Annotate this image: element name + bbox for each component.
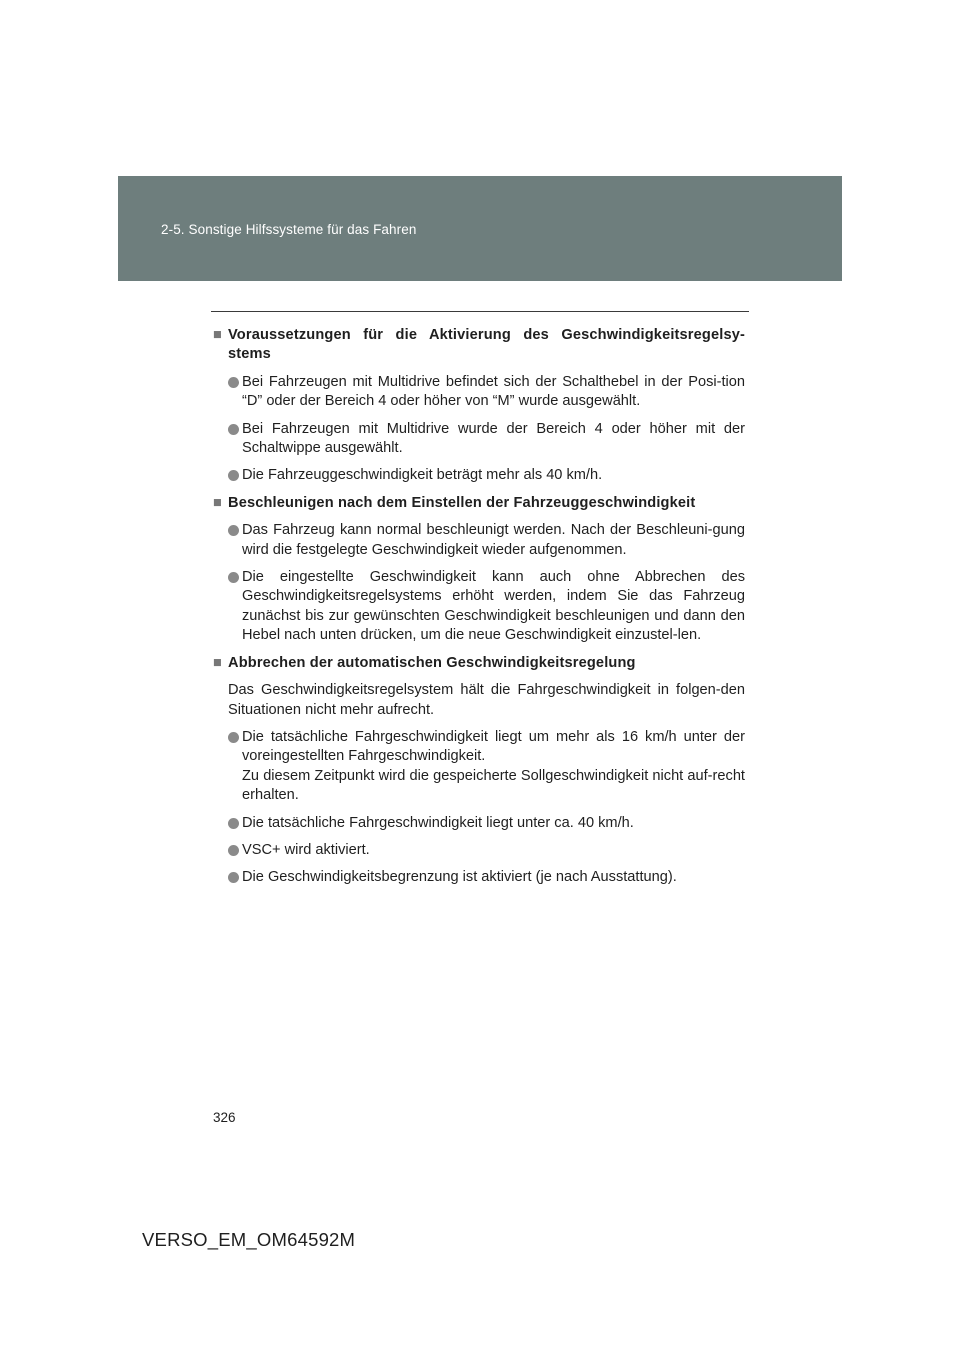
circle-bullet-icon	[228, 470, 239, 481]
list-item-text: Die tatsächliche Fahrgeschwindigkeit liegt unter ca. 40 km/h.	[242, 814, 634, 831]
square-bullet-icon: ■	[213, 494, 222, 511]
square-bullet-icon: ■	[213, 327, 222, 343]
circle-bullet-icon	[228, 424, 239, 435]
list-item-text: Die Fahrzeuggeschwindigkeit beträgt mehr als 40 km/h.	[242, 467, 603, 484]
list-item	[228, 373, 745, 412]
circle-bullet-icon	[228, 872, 239, 883]
list-item	[228, 841, 745, 860]
section-title: 2-5. Sonstige Hilfssysteme für das Fahren	[161, 222, 417, 237]
list-item-text: Bei Fahrzeugen mit Multidrive wurde der Bereich 4 oder höher mit der Schaltwippe ausgewählt.	[242, 420, 745, 457]
page-number: 326	[213, 1110, 236, 1125]
list-item	[228, 521, 745, 560]
section-heading: ■ Beschleunigen nach dem Einstellen der Fahrzeuggeschwindigkeit	[213, 494, 745, 513]
list-item-text: Die eingestellte Geschwindigkeit kann auch ohne Abbrechen des Geschwindigkeitsregelsystems erhöht werden, indem Sie das Fahrzeug zunächst bis zur gewünschten Geschwindigkeit beschleunigen und dann den Hebel nach unten drücken, um die neue Geschwindigkeit einzustel-len.	[242, 569, 745, 644]
list-item	[228, 420, 745, 459]
section-intro: Das Geschwindigkeitsregelsystem hält die Fahrgeschwindigkeit in folgen-den Situationen nicht mehr aufrecht.	[228, 682, 745, 718]
content-area	[213, 326, 745, 896]
list-item	[228, 814, 745, 833]
list-item-note: Zu diesem Zeitpunkt wird die gespeicherte Sollgeschwindigkeit nicht auf-recht erhalten.	[242, 767, 745, 804]
footer-document-code: VERSO_EM_OM64592M	[142, 1229, 356, 1250]
list-item-text: Das Fahrzeug kann normal beschleunigt werden. Nach der Beschleuni-gung wird die festgelegte Geschwindigkeit wieder aufgenommen.	[242, 522, 745, 558]
list-item	[228, 466, 745, 485]
circle-bullet-icon	[228, 377, 239, 388]
section-heading: ■ Abbrechen der automatischen Geschwindigkeitsregelung	[213, 654, 745, 673]
list-item	[228, 868, 745, 887]
circle-bullet-icon	[228, 525, 239, 536]
circle-bullet-icon	[228, 818, 239, 829]
circle-bullet-icon	[228, 732, 239, 743]
circle-bullet-icon	[228, 572, 239, 583]
list-item-text: Die tatsächliche Fahrgeschwindigkeit liegt um mehr als 16 km/h unter der voreingestellten Fahrgeschwindigkeit.	[242, 728, 745, 765]
section-heading: ■ Voraussetzungen für die Aktivierung des Geschwindigkeitsregelsy-stems	[213, 327, 745, 363]
circle-bullet-icon	[228, 845, 239, 856]
square-bullet-icon: ■	[213, 654, 222, 671]
list-item-text: Die Geschwindigkeitsbegrenzung ist aktiviert (je nach Ausstattung).	[242, 869, 677, 886]
list-item-text: Bei Fahrzeugen mit Multidrive befindet sich der Schalthebel in der Posi-tion “D” oder der Bereich 4 oder höher von “M” wurde ausgewählt.	[242, 373, 745, 410]
list-item	[228, 728, 745, 806]
divider-line	[211, 311, 749, 312]
list-item	[228, 568, 745, 646]
list-item-text: VSC+ wird aktiviert.	[242, 841, 370, 858]
header-band	[118, 176, 842, 281]
